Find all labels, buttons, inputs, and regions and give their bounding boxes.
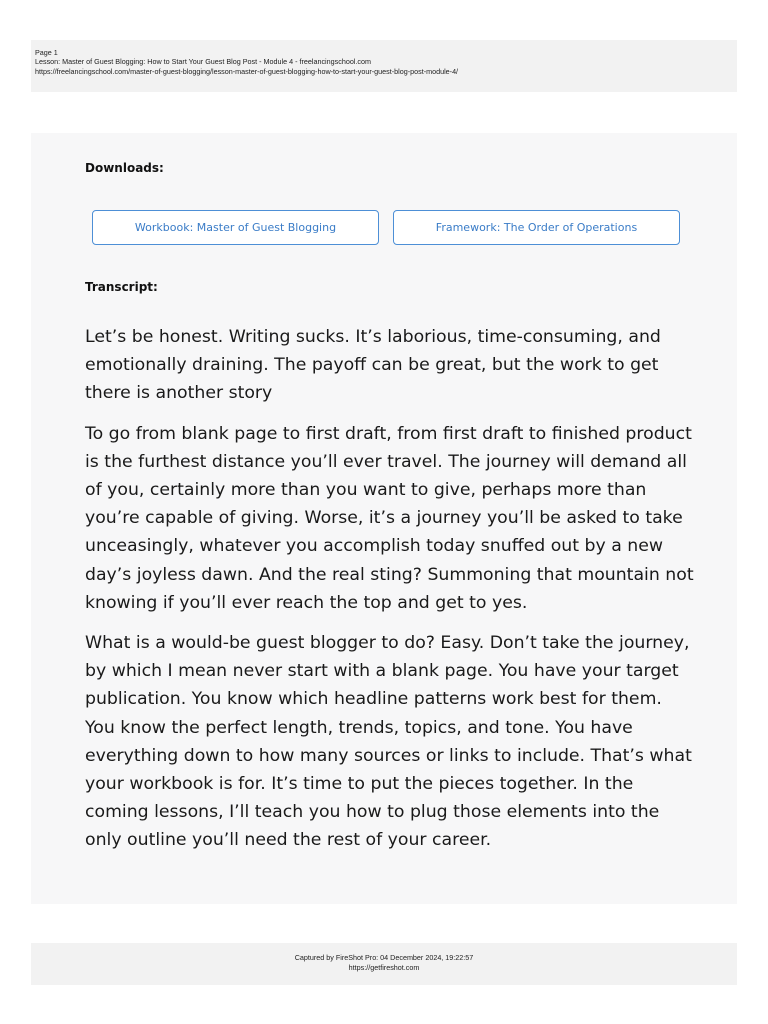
transcript-body: [85, 323, 697, 867]
lesson-content-panel: [31, 133, 737, 904]
workbook-download-button[interactable]: [92, 210, 379, 245]
transcript-heading: Transcript:: [85, 280, 158, 294]
workbook-download-label: Workbook: Master of Guest Blogging: [134, 221, 337, 234]
capture-url: https://getfireshot.com: [348, 962, 420, 972]
lesson-title: Lesson: Master of Guest Blogging: How to Start Your Guest Blog Post - Module 4 - freelancingschool.com: [35, 57, 371, 67]
page-number-label: Page 1: [35, 48, 58, 57]
framework-download-button[interactable]: [393, 210, 680, 245]
transcript-paragraph: To go from blank page to first draft, from first draft to finished product is the furthest distance you’ll ever travel. The journey will demand all of you, certainly more than you want to give, perhaps more than you’re capable of giving. Worse, it’s a journey you’ll be asked to take unceasingly, whatever you accomplish today snuffed out by a new day’s joyless dawn. And the real sting? Summoning that mountain not knowing if you’ll ever reach the top and get to yes.: [85, 423, 694, 613]
print-header: [31, 40, 737, 92]
transcript-paragraph: What is a would-be guest blogger to do? Easy. Don’t take the journey, by which I mean never start with a blank page. You have your target publication. You know which headline patterns work best for them. You know the perfect length, trends, topics, and tone. You have everything down to how many sources or links to include. That’s what your workbook is for. It’s time to put the pieces together. In the coming lessons, I’ll teach you how to plug those elements into the only outline you’ll need the rest of your career.: [85, 633, 692, 851]
capture-info: Captured by FireShot Pro: 04 December 2024, 19:22:57: [294, 953, 474, 962]
downloads-heading: Downloads:: [85, 161, 164, 175]
page-url: https://freelancingschool.com/master-of-guest-blogging/lesson-master-of-guest-blogging-how-to-start-your-guest-blog-post-module-4/: [35, 66, 459, 76]
transcript-paragraph: Let’s be honest. Writing sucks. It’s laborious, time-consuming, and emotionally draining. The payoff can be great, but the work to get there is another story: [85, 327, 661, 404]
print-footer: [31, 943, 737, 985]
framework-download-label: Framework: The Order of Operations: [435, 221, 638, 234]
